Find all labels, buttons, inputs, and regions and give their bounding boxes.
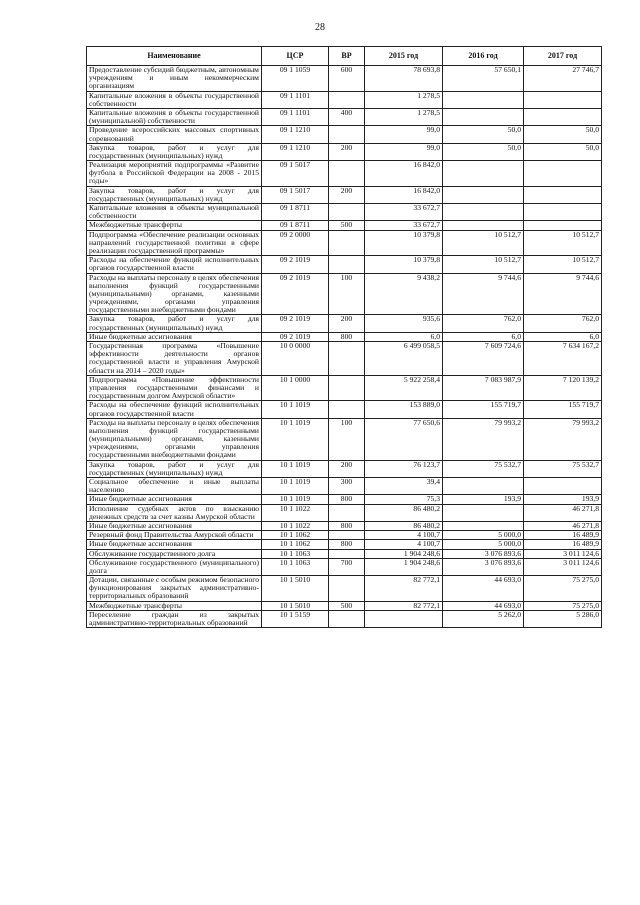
table-row xyxy=(87,143,602,160)
row-name: Закупка товаров, работ и услуг для государственных (муниципальных) нужд xyxy=(87,315,262,332)
row-2017: 75 275,0 xyxy=(524,576,602,602)
table-row xyxy=(87,91,602,108)
row-csr: 10 1 1019 xyxy=(262,401,329,418)
table-row xyxy=(87,126,602,143)
row-vr xyxy=(329,256,365,273)
row-2016 xyxy=(443,108,524,125)
row-2017: 16 489,9 xyxy=(524,531,602,540)
row-csr: 09 1 1210 xyxy=(262,143,329,160)
row-name: Подпрограмма «Обеспечение реализации основных направлений государственной политики в сфере реализации государственной программы» xyxy=(87,230,262,256)
table-row xyxy=(87,204,602,221)
row-vr xyxy=(329,204,365,221)
row-2017: 3 011 124,6 xyxy=(524,558,602,575)
table-row xyxy=(87,531,602,540)
row-2017: 3 011 124,6 xyxy=(524,549,602,558)
row-2016: 50,0 xyxy=(443,126,524,143)
row-2015: 78 693,8 xyxy=(365,66,443,92)
table-row xyxy=(87,495,602,504)
row-vr: 800 xyxy=(329,521,365,530)
row-name: Иные бюджетные ассигнования xyxy=(87,332,262,341)
table-row xyxy=(87,478,602,495)
row-name: Дотации, связанные с особым режимом безопасного функционирования закрытых административно-территориальных образований xyxy=(87,576,262,602)
table-row xyxy=(87,332,602,341)
row-vr: 200 xyxy=(329,460,365,477)
row-name: Подпрограмма «Повышение эффективности управления государственными финансами и государственным долгом Амурской области» xyxy=(87,375,262,401)
row-2016: 5 000,0 xyxy=(443,531,524,540)
table-row xyxy=(87,256,602,273)
row-2016: 5 262,0 xyxy=(443,610,524,627)
row-2015: 86 480,2 xyxy=(365,504,443,521)
header-2016: 2016 год xyxy=(443,47,524,66)
row-name: Социальное обеспечение и иные выплаты населению xyxy=(87,478,262,495)
row-name: Расходы на выплаты персоналу в целях обеспечения выполнения функций государственными (муниципальными) органами, казенными учреждениями, органами управления государственными внебюджетными фондами xyxy=(87,273,262,315)
row-2017: 27 746,7 xyxy=(524,66,602,92)
row-2015: 10 379,8 xyxy=(365,256,443,273)
row-2015: 82 772,1 xyxy=(365,576,443,602)
row-2015: 99,0 xyxy=(365,143,443,160)
row-name: Капитальные вложения в объекты государственной (муниципальной) собственности xyxy=(87,108,262,125)
table-row xyxy=(87,108,602,125)
row-vr: 100 xyxy=(329,418,365,460)
table-row xyxy=(87,230,602,256)
row-csr: 10 1 0000 xyxy=(262,375,329,401)
header-csr: ЦСР xyxy=(262,47,329,66)
row-csr: 10 1 1019 xyxy=(262,418,329,460)
row-2017: 762,0 xyxy=(524,315,602,332)
row-csr: 10 1 5010 xyxy=(262,601,329,610)
row-2016: 6,0 xyxy=(443,332,524,341)
row-vr xyxy=(329,342,365,376)
row-name: Межбюджетные трансферты xyxy=(87,221,262,230)
row-2015: 6,0 xyxy=(365,332,443,341)
row-2017: 9 744,6 xyxy=(524,273,602,315)
row-csr: 09 1 1210 xyxy=(262,126,329,143)
row-2015: 935,6 xyxy=(365,315,443,332)
row-2016 xyxy=(443,221,524,230)
row-2016: 50,0 xyxy=(443,143,524,160)
row-2017 xyxy=(524,161,602,187)
row-vr xyxy=(329,91,365,108)
row-vr xyxy=(329,549,365,558)
row-2015: 75,3 xyxy=(365,495,443,504)
row-2016 xyxy=(443,478,524,495)
row-2016: 9 744,6 xyxy=(443,273,524,315)
row-name: Капитальные вложения в объекты государственной собственности xyxy=(87,91,262,108)
row-name: Переселение граждан из закрытых административно-территориальных образований xyxy=(87,610,262,627)
row-2016: 75 532,7 xyxy=(443,460,524,477)
row-2017: 193,9 xyxy=(524,495,602,504)
row-2015: 33 672,7 xyxy=(365,204,443,221)
row-name: Расходы на выплаты персоналу в целях обеспечения выполнения функций государственными (муниципальными) органами, казенными учреждениями, органами управления государственными внебюджетными фондами xyxy=(87,418,262,460)
table-row xyxy=(87,186,602,203)
row-vr xyxy=(329,161,365,187)
row-name: Исполнение судебных актов по взысканию денежных средств за счет казны Амурской области xyxy=(87,504,262,521)
row-name: Закупка товаров, работ и услуг для государственных (муниципальных) нужд xyxy=(87,186,262,203)
row-vr: 300 xyxy=(329,478,365,495)
row-2017: 6,0 xyxy=(524,332,602,341)
row-2015: 153 889,0 xyxy=(365,401,443,418)
row-vr: 600 xyxy=(329,66,365,92)
row-2017: 75 275,0 xyxy=(524,601,602,610)
row-2016 xyxy=(443,186,524,203)
row-2017 xyxy=(524,91,602,108)
row-2015: 9 438,2 xyxy=(365,273,443,315)
row-csr: 10 1 5159 xyxy=(262,610,329,627)
row-csr: 10 1 1062 xyxy=(262,531,329,540)
table-row xyxy=(87,521,602,530)
row-2016: 10 512,7 xyxy=(443,256,524,273)
row-csr: 09 2 1019 xyxy=(262,273,329,315)
row-2017: 155 719,7 xyxy=(524,401,602,418)
row-2015: 1 278,5 xyxy=(365,108,443,125)
row-2015: 6 499 058,5 xyxy=(365,342,443,376)
table-row xyxy=(87,549,602,558)
row-csr: 09 2 1019 xyxy=(262,332,329,341)
row-2016: 44 693,0 xyxy=(443,601,524,610)
row-vr xyxy=(329,230,365,256)
row-2017: 79 993,2 xyxy=(524,418,602,460)
row-2016 xyxy=(443,204,524,221)
row-csr: 09 1 5017 xyxy=(262,161,329,187)
row-2015: 77 650,6 xyxy=(365,418,443,460)
page-number: 28 xyxy=(315,22,325,33)
row-2017 xyxy=(524,186,602,203)
row-2015: 1 904 248,6 xyxy=(365,549,443,558)
row-2016: 5 000,0 xyxy=(443,540,524,549)
row-2017 xyxy=(524,108,602,125)
row-csr: 10 1 1063 xyxy=(262,558,329,575)
row-vr xyxy=(329,576,365,602)
row-vr: 500 xyxy=(329,601,365,610)
row-name: Проведение всероссийских массовых спортивных соревнований xyxy=(87,126,262,143)
row-name: Капитальные вложения в объекты муниципальной собственности xyxy=(87,204,262,221)
header-name: Наименование xyxy=(87,47,262,66)
row-2016 xyxy=(443,504,524,521)
row-csr: 10 1 1019 xyxy=(262,495,329,504)
row-name: Обслуживание государственного (муниципального) долга xyxy=(87,558,262,575)
row-vr: 700 xyxy=(329,558,365,575)
table-row xyxy=(87,161,602,187)
row-csr: 09 2 1019 xyxy=(262,256,329,273)
row-2016: 7 609 724,6 xyxy=(443,342,524,376)
row-vr: 400 xyxy=(329,108,365,125)
row-name: Расходы на обеспечение функций исполнительных органов государственной власти xyxy=(87,256,262,273)
row-vr xyxy=(329,126,365,143)
table-row xyxy=(87,66,602,92)
row-name: Иные бюджетные ассигнования xyxy=(87,540,262,549)
row-csr: 10 1 1063 xyxy=(262,549,329,558)
row-csr: 09 2 1019 xyxy=(262,315,329,332)
row-2015: 16 842,0 xyxy=(365,161,443,187)
row-vr xyxy=(329,504,365,521)
row-csr: 10 1 1019 xyxy=(262,460,329,477)
row-2015: 76 123,7 xyxy=(365,460,443,477)
row-name: Реализация мероприятий подпрограммы «Развитие футбола в Российской Федерации на 2008 - 2015 годы» xyxy=(87,161,262,187)
row-name: Иные бюджетные ассигнования xyxy=(87,495,262,504)
row-2016: 155 719,7 xyxy=(443,401,524,418)
row-2016: 57 650,1 xyxy=(443,66,524,92)
row-2015: 16 842,0 xyxy=(365,186,443,203)
row-2016: 79 993,2 xyxy=(443,418,524,460)
budget-table xyxy=(86,46,602,628)
row-2016: 7 083 987,9 xyxy=(443,375,524,401)
row-name: Межбюджетные трансферты xyxy=(87,601,262,610)
row-2017 xyxy=(524,221,602,230)
row-2016: 3 076 893,6 xyxy=(443,558,524,575)
row-2015: 4 100,7 xyxy=(365,531,443,540)
row-vr: 100 xyxy=(329,273,365,315)
header-2017: 2017 год xyxy=(524,47,602,66)
row-2015 xyxy=(365,610,443,627)
row-name: Закупка товаров, работ и услуг для государственных (муниципальных) нужд xyxy=(87,460,262,477)
row-name: Иные бюджетные ассигнования xyxy=(87,521,262,530)
table-row xyxy=(87,460,602,477)
row-csr: 10 1 1062 xyxy=(262,540,329,549)
row-vr xyxy=(329,375,365,401)
row-csr: 10 1 1022 xyxy=(262,504,329,521)
table-row xyxy=(87,601,602,610)
row-csr: 10 1 1019 xyxy=(262,478,329,495)
row-vr: 500 xyxy=(329,221,365,230)
row-2017: 7 634 167,2 xyxy=(524,342,602,376)
row-2016: 3 076 893,6 xyxy=(443,549,524,558)
row-2017: 75 532,7 xyxy=(524,460,602,477)
row-2015: 10 379,8 xyxy=(365,230,443,256)
row-2016 xyxy=(443,161,524,187)
row-csr: 09 1 1059 xyxy=(262,66,329,92)
row-2017 xyxy=(524,204,602,221)
row-2015: 86 480,2 xyxy=(365,521,443,530)
row-2017: 10 512,7 xyxy=(524,230,602,256)
row-name: Резервный фонд Правительства Амурской области xyxy=(87,531,262,540)
row-2016: 44 693,0 xyxy=(443,576,524,602)
header-vr: ВР xyxy=(329,47,365,66)
row-2017: 50,0 xyxy=(524,126,602,143)
row-2017: 10 512,7 xyxy=(524,256,602,273)
row-vr: 200 xyxy=(329,186,365,203)
row-2016: 10 512,7 xyxy=(443,230,524,256)
row-2016 xyxy=(443,91,524,108)
row-csr: 09 1 8711 xyxy=(262,204,329,221)
row-name: Расходы на обеспечение функций исполнительных органов государственной власти xyxy=(87,401,262,418)
row-2015: 99,0 xyxy=(365,126,443,143)
row-csr: 09 1 8711 xyxy=(262,221,329,230)
row-2017: 50,0 xyxy=(524,143,602,160)
row-vr: 800 xyxy=(329,332,365,341)
table-row xyxy=(87,540,602,549)
row-name: Обслуживание государственного долга xyxy=(87,549,262,558)
row-2015: 5 922 258,4 xyxy=(365,375,443,401)
table-row xyxy=(87,610,602,627)
row-2015: 1 904 248,6 xyxy=(365,558,443,575)
row-vr: 800 xyxy=(329,495,365,504)
row-name: Предоставление субсидий бюджетным, автономным учреждениям и иным некоммерческим организациям xyxy=(87,66,262,92)
row-vr: 800 xyxy=(329,540,365,549)
row-2015: 1 278,5 xyxy=(365,91,443,108)
table-row xyxy=(87,273,602,315)
row-2017 xyxy=(524,478,602,495)
row-vr: 200 xyxy=(329,143,365,160)
row-csr: 09 2 0000 xyxy=(262,230,329,256)
row-vr xyxy=(329,401,365,418)
row-2016 xyxy=(443,521,524,530)
row-name: Государственная программа «Повышение эффективности деятельности органов государственной власти и управления Амурской области на 2014 – 2020 годы» xyxy=(87,342,262,376)
header-row xyxy=(87,47,602,66)
row-csr: 09 1 1101 xyxy=(262,108,329,125)
row-csr: 09 1 5017 xyxy=(262,186,329,203)
header-2015: 2015 год xyxy=(365,47,443,66)
row-name: Закупка товаров, работ и услуг для государственных (муниципальных) нужд xyxy=(87,143,262,160)
row-2015: 4 100,7 xyxy=(365,540,443,549)
row-csr: 09 1 1101 xyxy=(262,91,329,108)
table-row xyxy=(87,558,602,575)
table-row xyxy=(87,342,602,376)
row-2017: 16 489,9 xyxy=(524,540,602,549)
row-2016: 762,0 xyxy=(443,315,524,332)
row-2015: 39,4 xyxy=(365,478,443,495)
table-row xyxy=(87,504,602,521)
row-2017: 5 286,0 xyxy=(524,610,602,627)
row-2015: 82 772,1 xyxy=(365,601,443,610)
table-body xyxy=(87,66,602,628)
row-2017: 46 271,8 xyxy=(524,504,602,521)
table-row xyxy=(87,418,602,460)
table-row xyxy=(87,315,602,332)
row-vr: 200 xyxy=(329,315,365,332)
row-2015: 33 672,7 xyxy=(365,221,443,230)
row-csr: 10 1 1022 xyxy=(262,521,329,530)
table-row xyxy=(87,401,602,418)
row-2017: 46 271,8 xyxy=(524,521,602,530)
row-2017: 7 120 139,2 xyxy=(524,375,602,401)
table-row xyxy=(87,375,602,401)
row-vr xyxy=(329,610,365,627)
table-row xyxy=(87,576,602,602)
table-row xyxy=(87,221,602,230)
row-2016: 193,9 xyxy=(443,495,524,504)
row-vr xyxy=(329,531,365,540)
row-csr: 10 1 5010 xyxy=(262,576,329,602)
row-csr: 10 0 0000 xyxy=(262,342,329,376)
